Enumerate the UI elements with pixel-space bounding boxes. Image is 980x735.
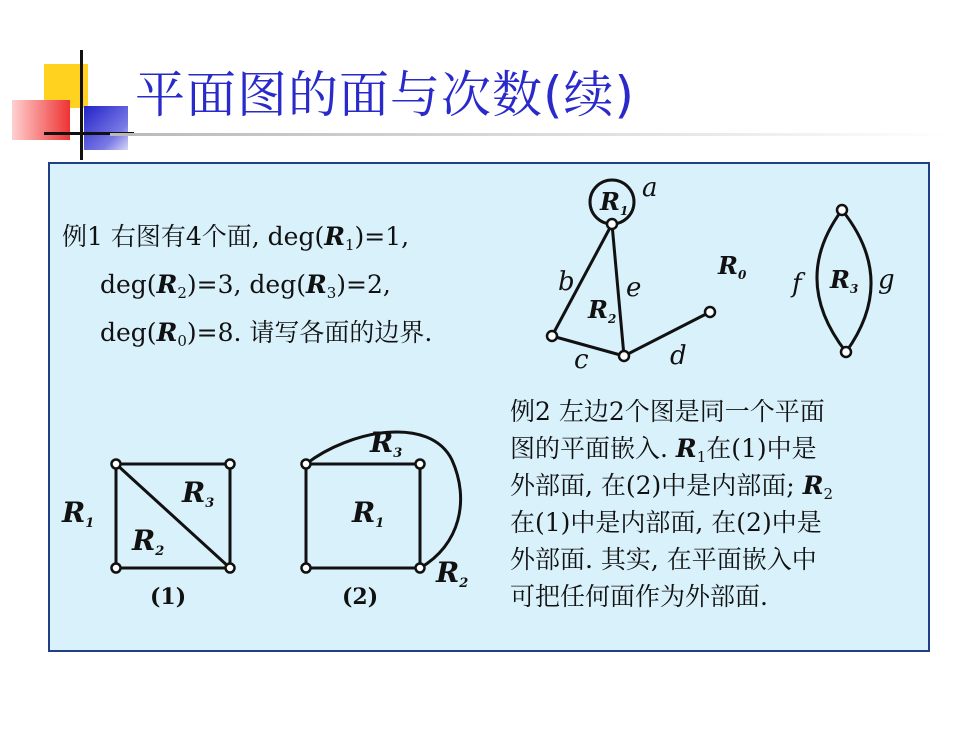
example2-line2: 图的平面嵌入. $R_1$在(1)中是	[510, 434, 817, 466]
example1-line3: $deg(R_0)=8$. 请写各面的边界.	[100, 318, 433, 350]
fig2-label-R1: R1	[352, 496, 385, 531]
label-a: a	[642, 173, 658, 203]
example2-line6: 可把任何面作为外部面.	[510, 582, 768, 611]
label-R3: $R_3$	[830, 265, 859, 296]
example2-line1: 例2 左边2个图是同一个平面	[510, 397, 825, 426]
label-R2: $R_2$	[588, 295, 617, 326]
label-e: e	[626, 273, 642, 303]
example2-graphs	[50, 410, 490, 640]
example2-line5: 外部面. 其实, 在平面嵌入中	[510, 545, 817, 574]
fig2-vertex-tr	[416, 460, 425, 469]
decor-blue-square	[84, 106, 128, 150]
label-R0: $R_0$	[718, 251, 747, 282]
decor-vertical-line	[80, 50, 83, 160]
fig2-label-R3: R3	[370, 426, 403, 461]
fig2-vertex-tl	[302, 460, 311, 469]
example1-line1: 例1 右图有4个面, $deg(R_1)=1$,	[62, 222, 410, 254]
vertex-left	[547, 331, 557, 341]
edge-e	[612, 224, 624, 356]
label-g: g	[878, 265, 895, 295]
fig1-vertex-bl	[112, 564, 121, 573]
vertex-lens-bottom	[841, 347, 851, 357]
label-b: b	[558, 267, 575, 297]
example2-line3: 外部面, 在(2)中是内部面; $R_2$	[510, 471, 834, 503]
title-underline	[110, 133, 950, 136]
fig1-caption: (1)	[150, 584, 187, 610]
fig2-vertex-bl	[302, 564, 311, 573]
fig2-label-R2: R2	[436, 556, 469, 591]
fig1-label-R1: R1	[62, 496, 95, 531]
label-c: c	[574, 345, 589, 375]
fig1-label-R3: R3	[182, 476, 215, 511]
example1-graph	[520, 170, 920, 380]
vertex-bottom	[619, 351, 629, 361]
fig2-caption: (2)	[342, 584, 379, 610]
label-R1: $R_1$	[600, 187, 629, 218]
fig1-vertex-br	[226, 564, 235, 573]
vertex-right	[705, 307, 715, 317]
edge-d	[624, 312, 710, 356]
fig1-vertex-tr	[226, 460, 235, 469]
label-d: d	[670, 341, 687, 371]
example1-line2: $deg(R_2)=3$, $deg(R_3)=2$,	[100, 270, 391, 302]
vertex-lens-top	[837, 205, 847, 215]
fig1-vertex-tl	[112, 460, 121, 469]
page-title: 平面图的面与次数(续)	[135, 66, 636, 124]
example2-line4: 在(1)中是内部面, 在(2)中是	[510, 508, 822, 537]
fig2-vertex-br	[416, 564, 425, 573]
fig1-label-R2: R2	[132, 524, 165, 559]
label-f: f	[792, 269, 802, 299]
vertex-top	[607, 219, 617, 229]
